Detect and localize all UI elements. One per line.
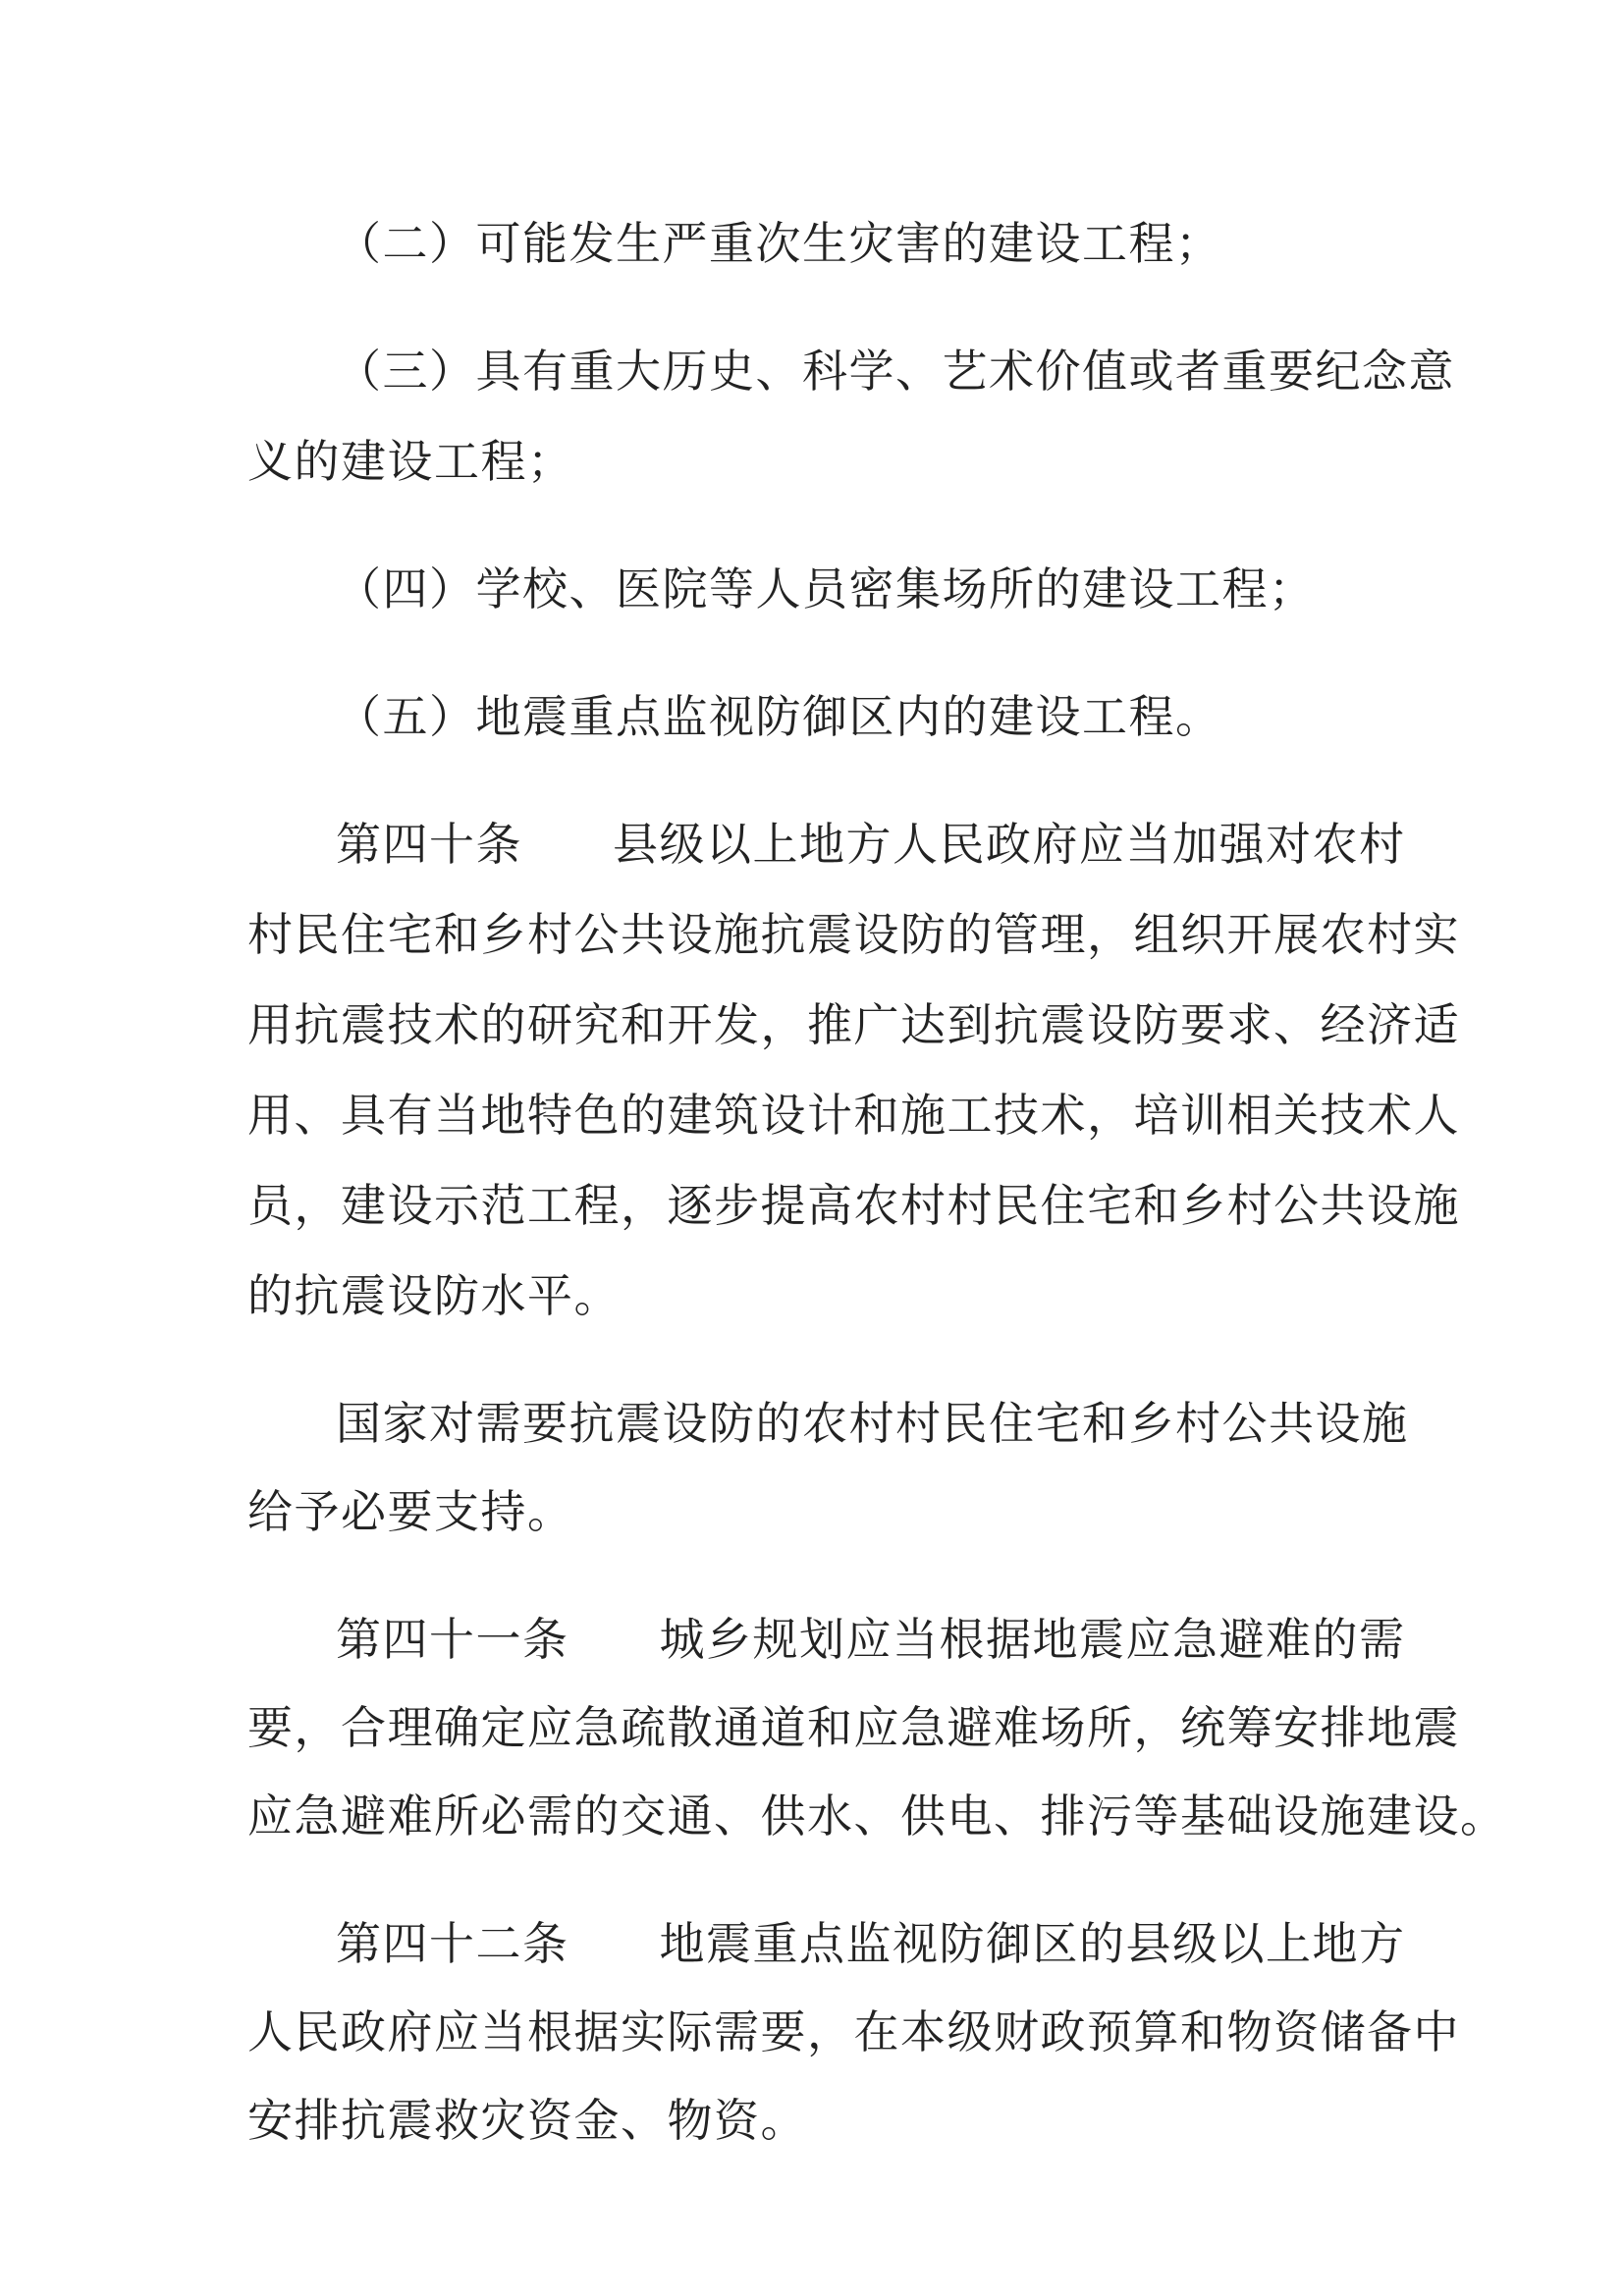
article-40-para2-line-1: 国家对需要抗震设防的农村村民住宅和乡村公共设施 <box>336 1397 1409 1450</box>
article-40-line-3: 用抗震技术的研究和开发，推广达到抗震设防要求、经济适 <box>247 998 1460 1051</box>
article-40-line-4: 用、具有当地特色的建筑设计和施工技术，培训相关技术人 <box>247 1089 1460 1142</box>
item-two: （二）可能发生严重次生灾害的建设工程； <box>336 217 1222 270</box>
article-40-line-5: 员，建设示范工程，逐步提高农村村民住宅和乡村公共设施 <box>247 1179 1460 1232</box>
article-41-line-3: 应急避难所必需的交通、供水、供电、排污等基础设施建设。 <box>247 1789 1507 1842</box>
article-40-line-1: 县级以上地方人民政府应当加强对农村 <box>613 818 1406 871</box>
article-41-line-1: 城乡规划应当根据地震应急避难的需 <box>659 1613 1406 1666</box>
article-42-line-3: 安排抗震救灾资金、物资。 <box>247 2094 807 2147</box>
item-three-line-1: （三）具有重大历史、科学、艺术价值或者重要纪念意 <box>336 345 1455 398</box>
article-40-line-2: 村民住宅和乡村公共设施抗震设防的管理，组织开展农村实 <box>247 908 1460 961</box>
article-40-para2-line-2: 给予必要支持。 <box>247 1485 574 1538</box>
article-41-line-2: 要，合理确定应急疏散通道和应急避难场所，统筹安排地震 <box>247 1701 1460 1754</box>
article-42-line-1: 地震重点监视防御区的县级以上地方 <box>659 1917 1406 1970</box>
item-four: （四）学校、医院等人员密集场所的建设工程； <box>336 562 1316 615</box>
article-42-line-2: 人民政府应当根据实际需要，在本级财政预算和物资储备中 <box>247 2005 1460 2058</box>
item-three-line-2: 义的建设工程； <box>247 435 574 488</box>
article-41-heading: 第四十一条 <box>336 1613 569 1666</box>
article-40-first-line <box>336 815 1406 874</box>
article-42-heading: 第四十二条 <box>336 1917 569 1970</box>
article-41-first-line <box>336 1610 1406 1669</box>
item-five: （五）地震重点监视防御区内的建设工程。 <box>336 690 1222 743</box>
article-40-heading: 第四十条 <box>336 818 522 871</box>
article-40-line-6: 的抗震设防水平。 <box>247 1269 621 1322</box>
article-42-first-line <box>336 1914 1406 1973</box>
